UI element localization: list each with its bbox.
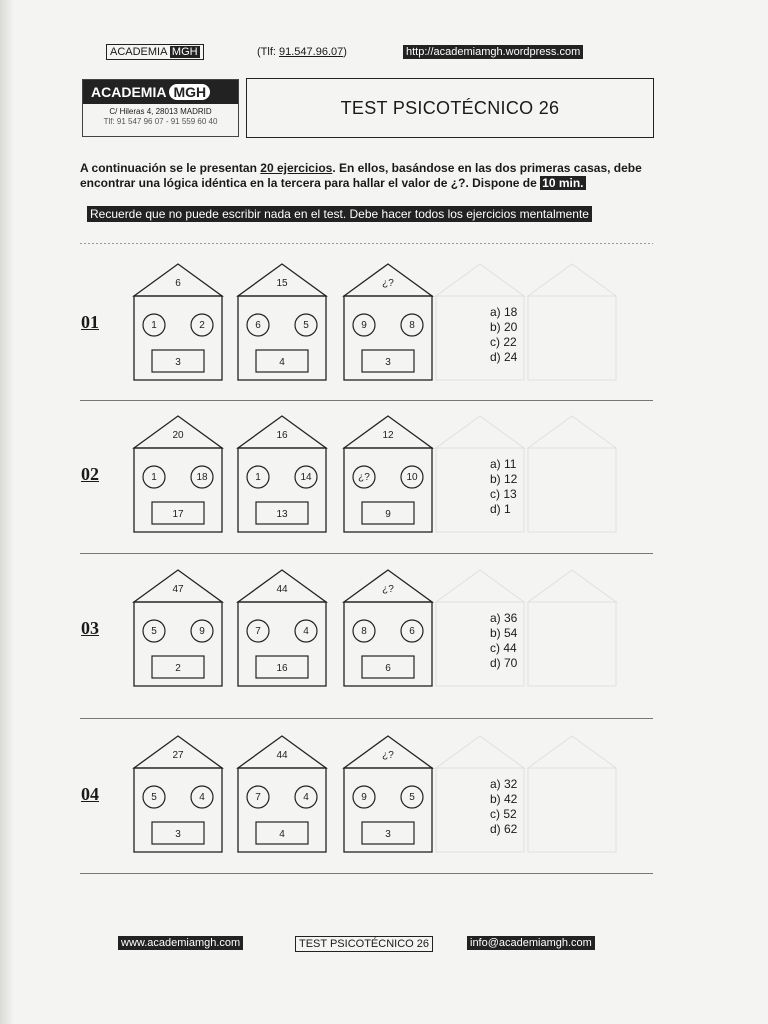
answer-option[interactable]: b) 12 xyxy=(490,472,518,486)
door-number: 17 xyxy=(172,509,184,520)
page-title: TEST PSICOTÉCNICO 26 xyxy=(246,78,654,138)
door-number: 6 xyxy=(385,663,391,674)
phone-number: 91.547.96.07 xyxy=(279,46,344,58)
answer-option[interactable]: b) 54 xyxy=(490,626,518,640)
door-number: 9 xyxy=(385,509,391,520)
left-window-number: ¿? xyxy=(358,472,370,483)
question-number: 03 xyxy=(81,618,99,638)
house-figure xyxy=(342,414,432,534)
question-number: 04 xyxy=(81,784,99,804)
door-number: 3 xyxy=(175,829,181,840)
logo-name-left: ACADEMIA xyxy=(91,84,167,100)
house-figure xyxy=(132,568,222,688)
scan-edge xyxy=(0,0,14,1024)
right-window-number: 5 xyxy=(303,320,309,331)
left-window-number: 9 xyxy=(361,320,367,331)
answer-option[interactable]: d) 70 xyxy=(490,656,518,670)
door-number: 13 xyxy=(276,509,288,520)
left-window-number: 8 xyxy=(361,626,367,637)
notice-banner: Recuerde que no puede escribir nada en el test. Debe hacer todos los ejercicios mentalmente xyxy=(87,206,592,222)
door-number: 4 xyxy=(279,357,285,368)
answer-option[interactable]: a) 32 xyxy=(490,777,518,791)
question-divider xyxy=(80,718,653,719)
house-figure xyxy=(342,734,432,854)
footer-test-name: TEST PSICOTÉCNICO 26 xyxy=(295,936,433,952)
phone-close: ) xyxy=(343,46,347,58)
right-window-number: 4 xyxy=(303,626,309,637)
left-window-number: 1 xyxy=(255,472,261,483)
right-window-number: 14 xyxy=(300,472,312,483)
question-divider xyxy=(80,553,653,554)
footer-web[interactable]: www.academiamgh.com xyxy=(118,936,243,950)
house-figure xyxy=(342,568,432,688)
right-window-number: 2 xyxy=(199,320,205,331)
left-window-number: 7 xyxy=(255,792,261,803)
answer-option[interactable]: b) 20 xyxy=(490,320,518,334)
house-figure xyxy=(132,734,222,854)
header-phone xyxy=(257,45,347,59)
academy-logo xyxy=(82,79,239,137)
right-window-number: 4 xyxy=(199,792,205,803)
question-divider xyxy=(80,873,653,874)
left-window-number: 1 xyxy=(151,320,157,331)
answer-option[interactable]: a) 11 xyxy=(490,457,517,471)
house-figure xyxy=(132,262,222,382)
right-window-number: 10 xyxy=(406,472,418,483)
roof-number: 44 xyxy=(276,584,288,595)
answer-option[interactable]: c) 44 xyxy=(490,641,517,655)
header-academia-label xyxy=(106,44,204,60)
left-window-number: 5 xyxy=(151,792,157,803)
roof-number: 44 xyxy=(276,750,288,761)
door-number: 3 xyxy=(385,829,391,840)
answer-option[interactable]: d) 24 xyxy=(490,350,518,364)
header-academia-text: ACADEMIA xyxy=(110,46,167,58)
door-number: 4 xyxy=(279,829,285,840)
roof-number: ¿? xyxy=(382,584,394,595)
house-figure xyxy=(236,734,326,854)
answer-option[interactable]: c) 52 xyxy=(490,807,517,821)
answer-option[interactable]: d) 62 xyxy=(490,822,518,836)
roof-number: 27 xyxy=(172,750,184,761)
intro-exercise-count: 20 ejercicios xyxy=(260,161,333,175)
house-figure xyxy=(342,262,432,382)
answer-options xyxy=(490,305,517,365)
answer-options xyxy=(490,611,517,671)
intro-text-2: . En ellos, basándose en las dos primeras casas, debe encontrar una lógica idéntica en la tercera para hallar el valor de ¿?. Dispone de xyxy=(80,161,642,190)
answer-options xyxy=(490,457,517,517)
answer-option[interactable]: a) 18 xyxy=(490,305,518,319)
roof-number: 20 xyxy=(172,430,184,441)
instructions xyxy=(80,161,655,191)
show-through-house xyxy=(526,414,618,541)
roof-number: 47 xyxy=(172,584,184,595)
right-window-number: 5 xyxy=(409,792,415,803)
right-window-number: 9 xyxy=(199,626,205,637)
left-window-number: 9 xyxy=(361,792,367,803)
question-number: 02 xyxy=(81,464,99,484)
left-window-number: 7 xyxy=(255,626,261,637)
door-number: 3 xyxy=(175,357,181,368)
right-window-number: 4 xyxy=(303,792,309,803)
answer-option[interactable]: c) 13 xyxy=(490,487,517,501)
answer-option[interactable]: b) 42 xyxy=(490,792,518,806)
answer-option[interactable]: c) 22 xyxy=(490,335,517,349)
answer-option[interactable]: d) 1 xyxy=(490,502,511,516)
show-through-house xyxy=(526,568,618,695)
left-window-number: 1 xyxy=(151,472,157,483)
logo-address: C/ Hileras 4, 28013 MADRID xyxy=(109,107,212,116)
right-window-number: 8 xyxy=(409,320,415,331)
roof-number: ¿? xyxy=(382,750,394,761)
door-number: 3 xyxy=(385,357,391,368)
right-window-number: 6 xyxy=(409,626,415,637)
roof-number: 6 xyxy=(175,278,181,289)
house-figure xyxy=(132,414,222,534)
intro-time-limit: 10 min. xyxy=(542,176,584,190)
house-figure xyxy=(236,414,326,534)
logo-wordmark xyxy=(83,80,238,104)
roof-number: 16 xyxy=(276,430,288,441)
answer-options xyxy=(490,777,517,837)
roof-number: 12 xyxy=(382,430,394,441)
door-number: 16 xyxy=(276,663,288,674)
header-url[interactable]: http://academiamgh.wordpress.com xyxy=(403,45,583,59)
right-window-number: 18 xyxy=(196,472,208,483)
header-divider xyxy=(80,243,653,244)
question-divider xyxy=(80,400,653,401)
answer-option[interactable]: a) 36 xyxy=(490,611,518,625)
logo-phone: Tlf: 91 547 96 07 - 91 559 60 40 xyxy=(103,117,218,126)
house-figure xyxy=(236,568,326,688)
phone-label: (Tlf: xyxy=(257,46,276,58)
logo-name-right: MGH xyxy=(169,84,210,100)
footer-email[interactable]: info@academiamgh.com xyxy=(467,936,595,950)
roof-number: 15 xyxy=(276,278,288,289)
house-figure xyxy=(236,262,326,382)
question-number: 01 xyxy=(81,312,99,332)
header-mgh-text: MGH xyxy=(171,46,198,58)
left-window-number: 6 xyxy=(255,320,261,331)
roof-number: ¿? xyxy=(382,278,394,289)
intro-text-1: A continuación se le presentan xyxy=(80,161,261,175)
show-through-house xyxy=(526,734,618,861)
left-window-number: 5 xyxy=(151,626,157,637)
show-through-house xyxy=(526,262,618,389)
door-number: 2 xyxy=(175,663,181,674)
